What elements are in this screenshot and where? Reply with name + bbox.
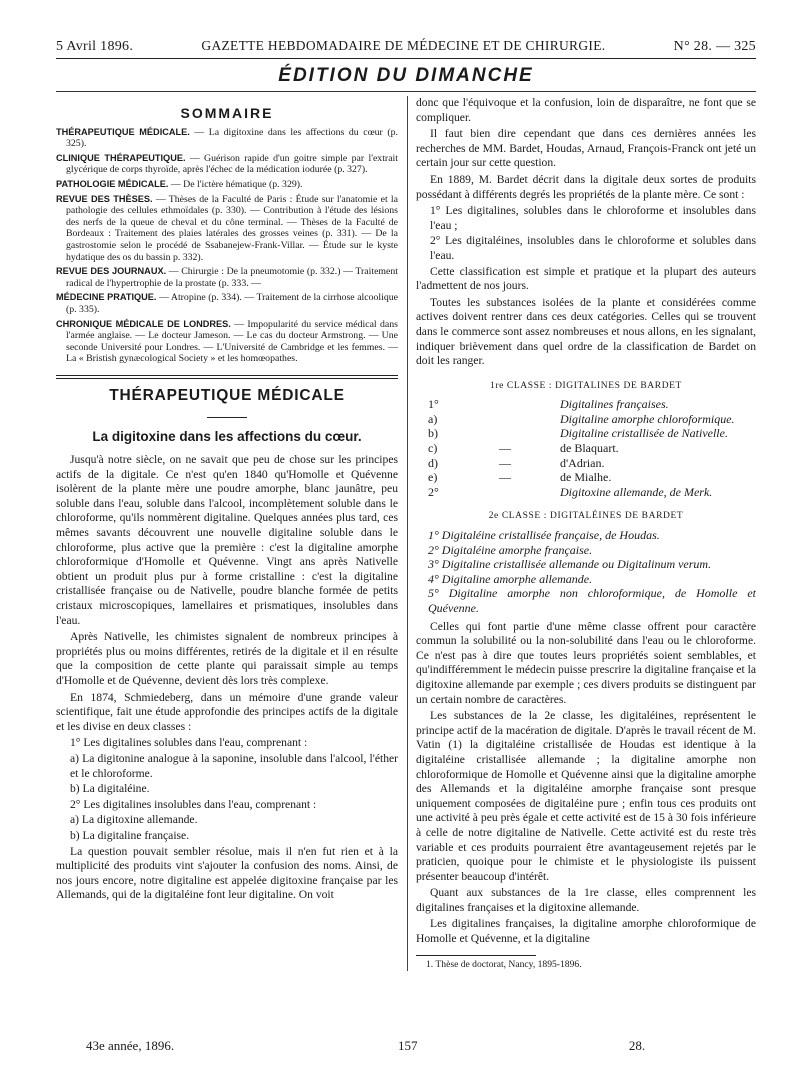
left-column: [56, 96, 402, 971]
sommaire-rubric: MÉDECINE PRATIQUE.: [56, 292, 157, 303]
sommaire-item: [56, 292, 398, 315]
section-divider: [56, 375, 398, 379]
class1-item-name: d'Adrian.: [560, 455, 605, 470]
list-item: 2° Les digitaléines, insolubles dans le chloroforme et solubles dans l'eau.: [430, 234, 756, 262]
sommaire-rubric: CHRONIQUE MÉDICALE DE LONDRES.: [56, 318, 231, 329]
issue-date: 5 Avril 1896.: [56, 39, 134, 54]
class1-item-dash: [450, 397, 560, 412]
class1-item-name: Digitoxine allemande, de Merk.: [560, 484, 713, 499]
class1-list: [428, 397, 756, 499]
paragraph: Celles qui font partie d'une même classe offrent pour caractère commun la solubilité ou la non-solubilité dans l'eau ou le chloroforme. Ce n'est pas à dire que toutes leurs propriétés soient semblables, et qu'indifféremment le médecin puisse prescrire la digitaline française et la digitoxine allemande par exemple ; ces divers produits se distinguent par un certain nombre de caractères.: [416, 619, 756, 706]
footnote-rule: [416, 955, 536, 956]
class1-item-name: Digitaline amorphe chloroformique.: [560, 411, 735, 426]
sommaire-rubric: THÉRAPEUTIQUE MÉDICALE.: [56, 126, 190, 137]
sommaire-text: — Guérison rapide d'un goitre simple par l'extrait glycérique de corps thyroïde, après l'échec de la médication iodurée (p. 327).: [66, 152, 398, 176]
class1-item-lbl: 2°: [428, 484, 439, 499]
sommaire-rubric: REVUE DES THÈSES.: [56, 193, 153, 204]
class1-item: [428, 456, 756, 471]
class1-item: [428, 426, 756, 441]
list-item: 2° Les digitalines insolubles dans l'eau, comprenant :: [70, 797, 317, 811]
sommaire-item: [56, 266, 398, 289]
sommaire-item: [56, 194, 398, 264]
sommaire-text: — Thèses de la Faculté de Paris : Étude sur l'anatomie et la pathologie des cellules ethmoïdales (p. 330). — Contribution à l'étude des lésions des nerfs de la queue de cheval et du cône terminal. — Thèses de la Faculté de Bordeaux : Traitement des plaies latérales des grosses veines (p. 331). — De la gastrostomie selon le procédé de Ssabanejew-Frank-Villar. — Étude sur le kyste hydatique des os du bassin p. 332).: [66, 193, 399, 263]
class1-item-lbl: b): [428, 426, 438, 441]
issue-number: N° 28. — 325: [673, 39, 756, 54]
paragraph: En 1874, Schmiedeberg, dans un mémoire d'une grande valeur scientifique, fait une étude approfondie des principes actifs de la digitale et les divise en deux classes :: [56, 690, 398, 733]
sommaire-title: SOMMAIRE: [180, 105, 274, 121]
paragraph: Il faut bien dire cependant que dans ces dernières années les recherches de MM. Bardet, Houdas, Arnaud, François-Franck ont jeté un certain jour sur cette question.: [416, 127, 756, 170]
page-footer: [56, 1038, 756, 1054]
class2-item: 1° Digitaléine cristallisée française, de Houdas.: [428, 528, 660, 543]
class1-item: [428, 441, 756, 456]
article-title: La digitoxine dans les affections du cœur.: [92, 429, 362, 445]
class2-item: 5° Digitaline amorphe non chloroformique, de Homolle et Quévenne.: [428, 586, 756, 615]
paragraph: Après Nativelle, les chimistes signalent de nombreux principes à propriétés plus ou moins différentes, retirés de la digitale et il en résulte que la composition de cette plante qui paraissait simple au temps d'Homolle et de Quévenne, devient dès lors très complexe.: [56, 630, 398, 687]
class2-list: [428, 528, 756, 616]
paragraph: Cette classification est simple et pratique et la plupart des auteurs l'admettent de nos jours.: [416, 264, 756, 293]
list-item: b) La digitaline française.: [70, 828, 190, 842]
class1-item-dash: [450, 426, 560, 441]
page: [56, 38, 756, 1068]
list-item: b) La digitaléine.: [70, 782, 150, 796]
sommaire-item: [56, 153, 398, 176]
sommaire-text: — La digitoxine dans les affections du cœur (p. 325).: [66, 126, 398, 150]
class1-item-lbl: e): [428, 470, 438, 485]
paragraph: Jusqu'à notre siècle, on ne savait que peu de chose sur les principes actifs de la digitale. Ce n'est qu'en 1840 qu'Homolle et Quévenne isolèrent de la plante mère une poudre amorphe, blanc jaunâtre, peu soluble dans l'eau, soluble dans l'alcool, incomplètement soluble dans le chloroforme, qu'ils nommèrent digitaline. Quelques années plus tard, ces mêmes savants découvrent une nouvelle digitaline soluble dans le chloroforme, plus active que la première : c'est la digitaline amorphe chloroformique d'Homolle et Quévenne. Vingt ans après Nativelle obtient un produit plus pur à forme cristalline : c'est la digitaline cristallisée française ou de Nativelle, poudre blanche formée de petits cristaux microscopiques, lamellaires et prismatiques, insolubles dans l'eau.: [56, 453, 398, 627]
list-item: a) La digitonine analogue à la saponine, insoluble dans l'alcool, l'éther et le chloroforme.: [70, 751, 398, 780]
edition-banner: ÉDITION DU DIMANCHE: [56, 65, 756, 92]
paragraph: La question pouvait sembler résolue, mais il n'en fut rien et à la multiplicité des produits vint s'ajouter la confusion des noms. Ainsi, de nos jours encore, notre digitaline est appelée digitoxine française par les Allemands, qui de la digitaléine font leur digitaline. On voit: [56, 844, 398, 902]
sommaire-item: [56, 127, 398, 150]
paragraph: En 1889, M. Bardet décrit dans la digitale deux sortes de produits possédant à différents degrés les propriétés de la plante mère. Ce sont :: [416, 172, 756, 201]
class1-item-name: Digitaline cristallisée de Nativelle.: [560, 426, 728, 441]
running-head: [56, 38, 756, 59]
class2-item: 4° Digitaline amorphe allemande.: [428, 571, 593, 586]
list-item: 1° Les digitalines solubles dans l'eau, comprenant :: [70, 736, 308, 750]
sommaire-item: [56, 319, 398, 365]
class1-heading: 1re CLASSE : DIGITALINES DE BARDET: [490, 380, 682, 391]
volume-year: 43e année, 1896.: [86, 1038, 175, 1053]
class1-item-lbl: 1°: [428, 397, 439, 412]
columns: [56, 96, 756, 971]
class1-item-lbl: c): [428, 441, 438, 456]
paragraph: Les digitalines françaises, la digitaline amorphe chloroformique de Homolle et Quévenne, et la digitaline: [416, 917, 756, 946]
class1-item-name: de Mialhe.: [560, 470, 612, 485]
sommaire-item: [56, 179, 398, 191]
journal-title: GAZETTE HEBDOMADAIRE DE MÉDECINE ET DE CHIRURGIE.: [201, 38, 606, 53]
sommaire-rubric: CLINIQUE THÉRAPEUTIQUE.: [56, 152, 186, 163]
class1-item: [428, 470, 756, 485]
list-item: 1° Les digitalines, solubles dans le chloroforme et insolubles dans l'eau ;: [430, 204, 756, 232]
footnote: 1. Thèse de doctorat, Nancy, 1895-1896.: [426, 958, 582, 970]
class1-item: [428, 412, 756, 427]
class2-item: 3° Digitaline cristallisée allemande ou Digitalinum verum.: [428, 557, 712, 572]
class2-heading: 2e CLASSE : DIGITALÉINES DE BARDET: [488, 511, 684, 522]
sommaire-text: — Impopularité du service médical dans l'armée anglaise. — Le docteur Jameson. — Le cas du docteur Armstrong. — Une seconde Université pour Londres. — L'Université de Cambridge et les femmes. — La « Bristish gynæcological Society » et les homœopathes.: [66, 318, 398, 365]
list-item: a) La digitoxine allemande.: [70, 813, 198, 827]
class1-item-dash: [450, 412, 560, 427]
right-column: [407, 96, 756, 971]
class1-item-lbl: d): [428, 455, 438, 470]
paragraph: Les substances de la 2e classe, les digitaléines, représentent le principe actif de la macération de digitale. D'après le travail récent de M. Vatin (1) la digitaléine cristallisée de Houdas est identique à la digitaléine cristallisée allemande ; la digitaline amorphe non chloroformique de Homolle et Quévenne ainsi que la digitaline amorphe des Allemands et la digitaléine amorphe française sont presque uniquement composées de digitaléine pure ; enfin tous ces produits ont une activité à peu près égale et cette activité est de 15 à 30 fois inférieure à celle de notre digitaline de Nativelle. Cette activité est du reste très variable et ces produits pourraient être avantageusement rejetés par le praticien, quoique pour le chimiste et le physiologiste ils puissent présenter beaucoup d'intérêt.: [416, 709, 756, 883]
schmiedeberg-list: [56, 736, 398, 843]
sheet-number: 28.: [628, 1038, 646, 1053]
class1-item-dash: —: [499, 470, 511, 485]
paragraph: Toutes les substances isolées de la plante et considérées comme actives doivent rentrer dans ces deux catégories. Celles qui se trouvent dans le commerce sont assez nombreuses et nous allons, en les signalant, indiquer brièvement dans quel ordre de la classification de Bardet on doit les ranger.: [416, 295, 756, 368]
class1-item-name: Digitalines françaises.: [560, 397, 669, 412]
sommaire-text: — Chirurgie : De la pneumotomie (p. 332.) — Traitement radical de l'hypertrophie de la prostate (p. 333. —: [66, 266, 399, 289]
page-number: 157: [398, 1038, 418, 1053]
sommaire-rubric: REVUE DES JOURNAUX.: [56, 266, 167, 277]
sommaire-list: [56, 127, 398, 365]
section-rule: [207, 417, 247, 418]
class1-item-name: de Blaquart.: [560, 441, 619, 456]
sommaire-text: — De l'ictère hématique (p. 329).: [170, 178, 303, 190]
class1-item-dash: [450, 485, 560, 500]
class1-item: [428, 485, 756, 500]
sommaire-rubric: PATHOLOGIE MÉDICALE.: [56, 178, 169, 189]
class1-item-dash: —: [499, 455, 511, 470]
section-title: THÉRAPEUTIQUE MÉDICALE: [109, 386, 345, 404]
class1-item-dash: —: [499, 441, 511, 456]
paragraph: Quant aux substances de la 1re classe, elles comprennent les digitalines françaises et la digitoxine allemande.: [416, 886, 756, 914]
class1-item-lbl: a): [428, 411, 438, 426]
class1-item: [428, 397, 756, 412]
class2-item: 2° Digitaléine amorphe française.: [428, 542, 593, 557]
sommaire-text: — Atropine (p. 334). — Traitement de la cirrhose alcoolique (p. 335).: [66, 292, 399, 315]
paragraph: donc que l'équivoque et la confusion, loin de disparaître, ne font que se compliquer.: [416, 96, 756, 124]
